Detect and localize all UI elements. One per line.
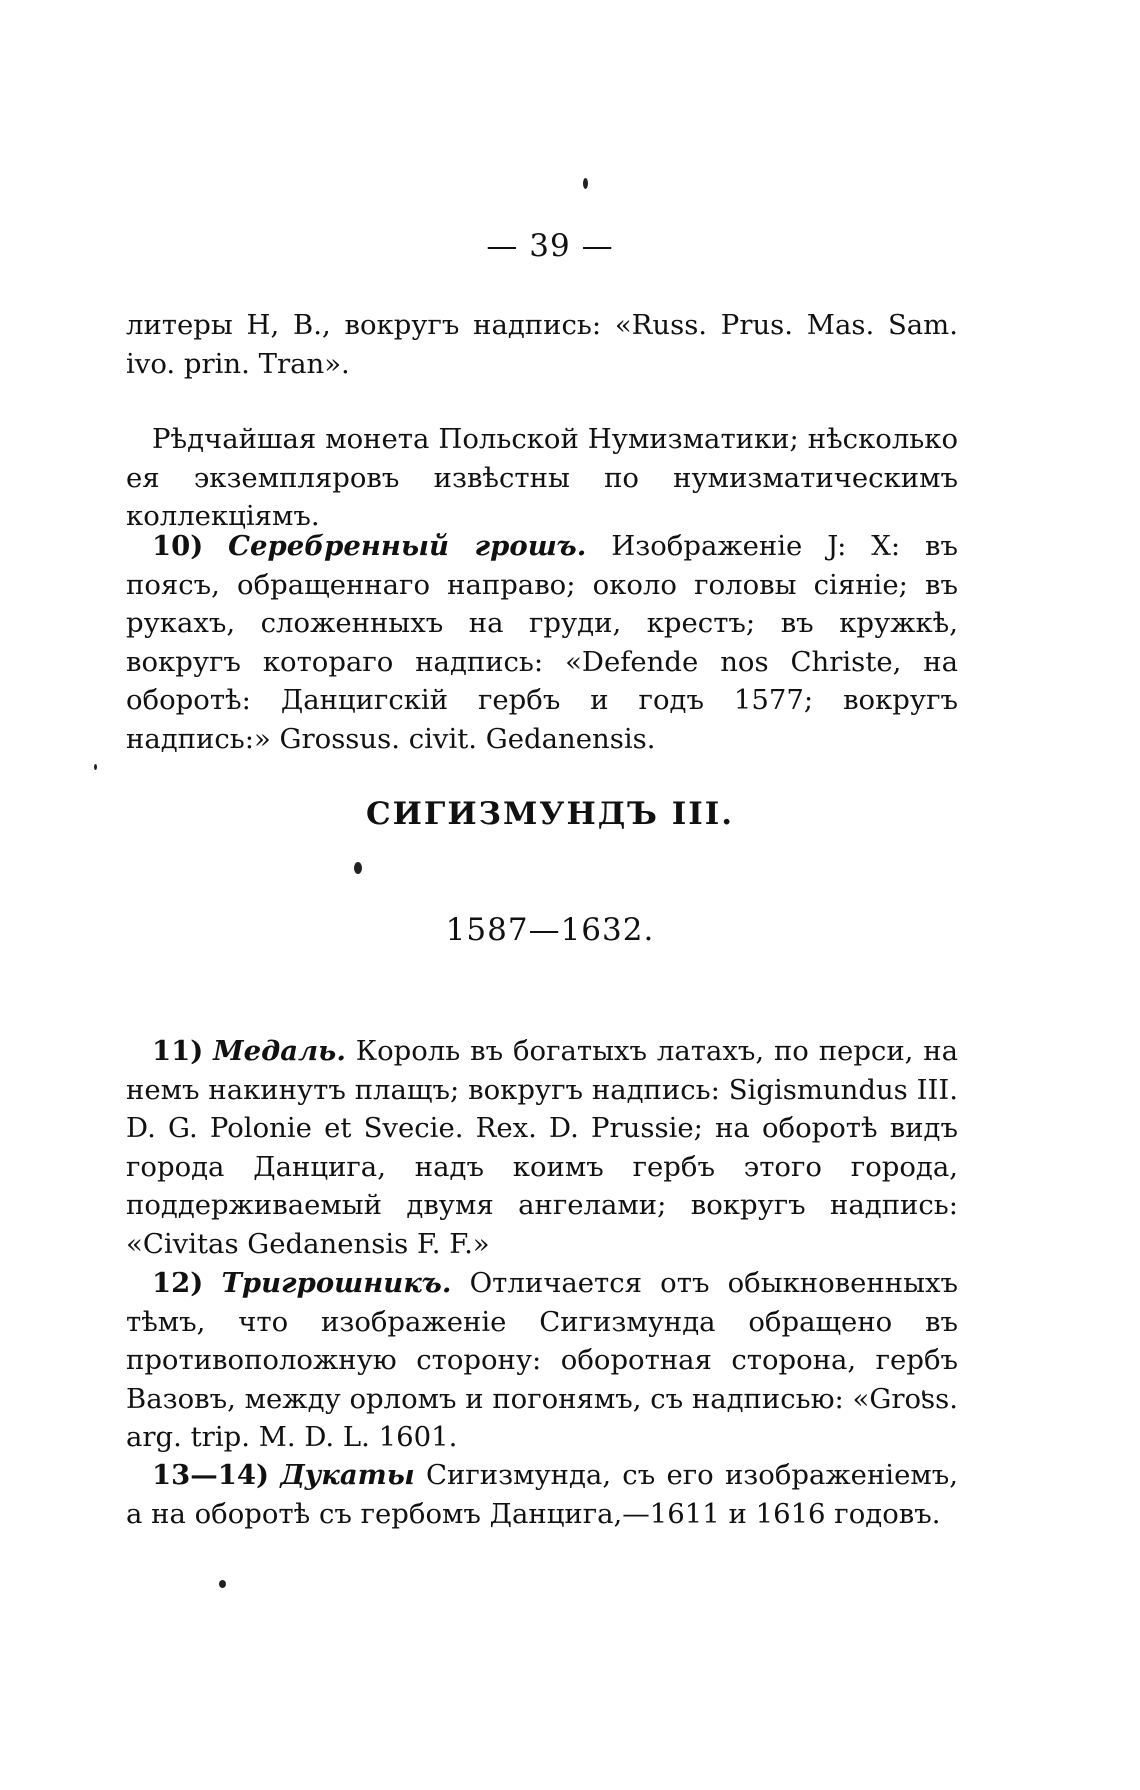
section-heading: СИГИЗМУНДЪ III. <box>365 796 735 832</box>
entry-text <box>126 527 958 758</box>
entry-description: Отличается отъ обыкновенныхъ тѣмъ, что изображеніе Сигизмунда обращено въ противоположную сторону: оборотная сторона, гербъ Вазовъ, между орломъ и погонямъ, съ надписью: «Gross. arg. trip. M. D. L. 1601. <box>126 1267 958 1453</box>
entry-number: 11) <box>152 1035 204 1067</box>
entry-number: 13—14) <box>152 1459 270 1491</box>
entry-10 <box>126 527 958 758</box>
entry-description: Сигизмунда, съ его изображеніемъ, а на оборотѣ съ гербомъ Данцига,—1611 и 1616 годовъ. <box>126 1459 958 1530</box>
entry-description: Изображеніе J: X: въ поясъ, обращеннаго направо; около головы сіяніе; въ рукахъ, сложенныхъ на груди, крестъ; въ кружкѣ, вокругъ котораго надпись: «Defende nos Christe, на оборотѣ: Данцигскій гербъ и годъ 1577; вокругъ надпись:» Grossus. civit. Gedanensis. <box>126 530 958 755</box>
entry-number: 12) <box>152 1267 204 1299</box>
entry-title: Тригрошникъ. <box>221 1267 452 1299</box>
entry-description: Король въ богатыхъ латахъ, по перси, на немъ накинутъ плащъ; вокругъ надпись: Sigismundus III. D. G. Polonie et Svecie. Rex. D. Prussie; на оборотѣ видъ города Данцига, надъ коимъ гербъ этого города, поддерживаемый двумя ангелами; вокругъ надпись: «Civitas Gedanensis F. F.» <box>126 1035 959 1260</box>
entry-text <box>126 1456 958 1533</box>
page-number: — 39 — <box>486 228 614 264</box>
scan-speck <box>219 1580 226 1588</box>
entry-title: Серебренный грошъ. <box>228 530 587 562</box>
entry-text <box>126 1032 958 1263</box>
entry-12 <box>126 1264 958 1457</box>
entry-title: Медаль. <box>213 1035 346 1067</box>
scan-speck <box>94 764 97 770</box>
entry-title: Дукаты <box>280 1459 415 1491</box>
entry-11 <box>126 1032 958 1263</box>
scan-speck <box>354 862 362 874</box>
scan-speck <box>583 178 588 189</box>
continuation-paragraph <box>126 306 958 383</box>
note-text: Рѣдчайшая монета Польской Нумизматики; нѣсколько ея экземпляровъ извѣстны по нумизматическимъ коллекціямъ. <box>126 423 958 532</box>
continuation-text: литеры Н, В., вокругъ надпись: «Russ. Prus. Mas. Sam. ivo. prin. Tran». <box>126 309 958 380</box>
entry-text <box>126 1264 958 1457</box>
entry-number: 10) <box>152 530 204 562</box>
note-paragraph <box>126 420 958 536</box>
entry-13-14 <box>126 1456 958 1533</box>
section-dates: 1587—1632. <box>445 912 655 948</box>
